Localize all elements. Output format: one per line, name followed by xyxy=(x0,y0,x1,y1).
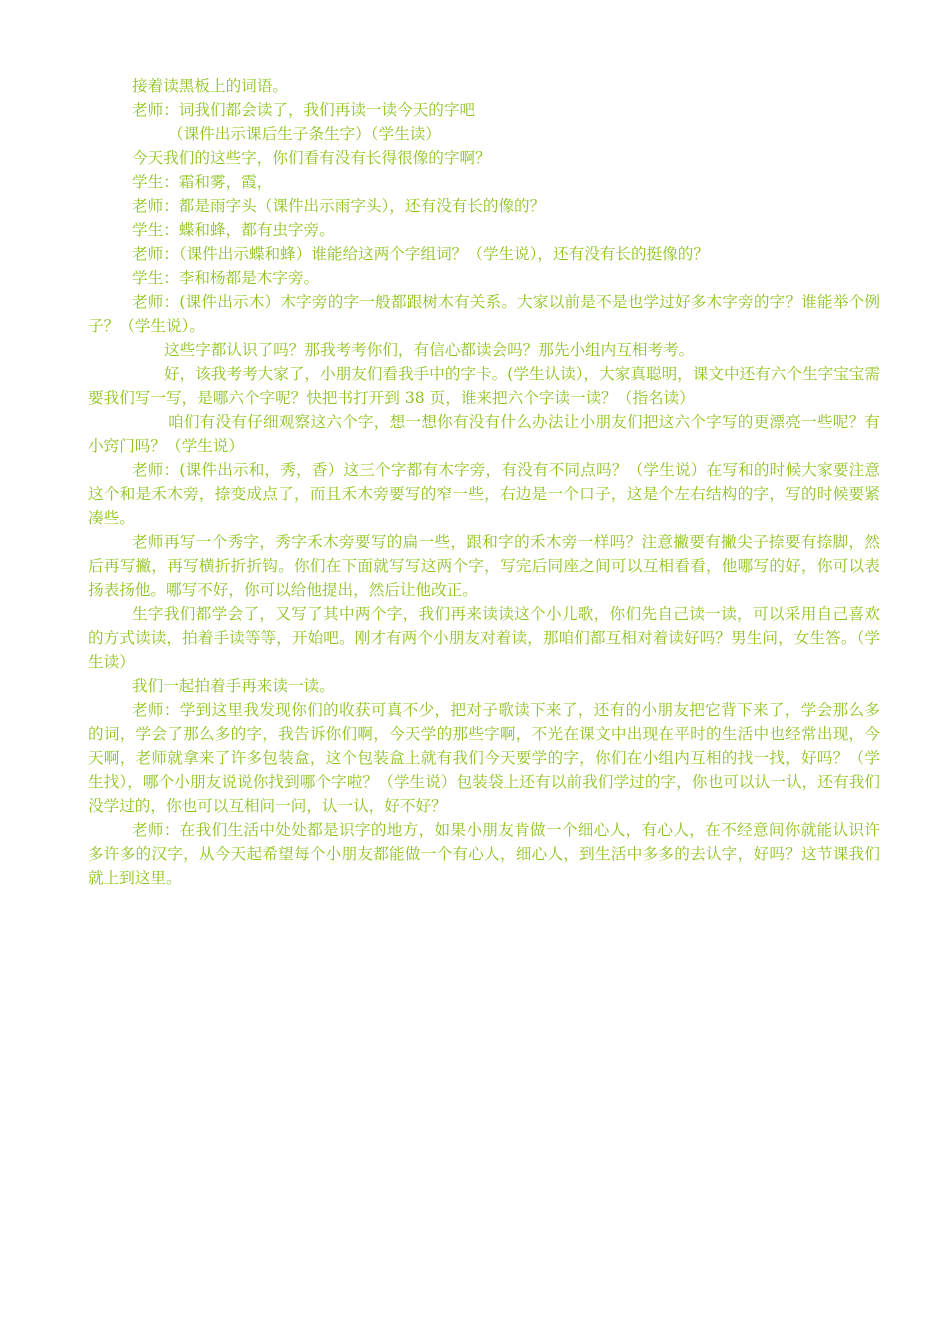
paragraph: 我们一起拍着手再来读一读。 xyxy=(132,677,335,695)
paragraph: 老师：(课件出示和，秀，香）这三个字都有木字旁，有没有不同点吗？（学生说）在写和的时候大家要注意这个和是禾木旁，捺变成点了，而且禾木旁要写的窄一些，右边是一个口子，这是个左右结构的字，写的时候要紧凑些。 xyxy=(88,461,880,527)
paragraph: 学生：霜和雾，霞， xyxy=(132,173,273,191)
paragraph: 老师：词我们都会读了，我们再读一读今天的字吧 xyxy=(132,101,476,119)
paragraph: 学生：李和杨都是木字旁。 xyxy=(132,269,320,287)
paragraph: 这些字都认识了吗？那我考考你们，有信心都读会吗？那先小组内互相考考。 xyxy=(164,341,695,359)
paragraph: 老师：(课件出示木）木字旁的字一般都跟树木有关系。大家以前是不是也学过好多木字旁的字？谁能举个例子？（学生说）。 xyxy=(88,293,880,335)
paragraph: 学生：蝶和蜂，都有虫字旁。 xyxy=(132,221,335,239)
paragraph: 老师再写一个秀字，秀字禾木旁要写的扁一些，跟和字的禾木旁一样吗？注意撇要有撇尖子捺要有捺脚，然后再写撇，再写横折折折钩。你们在下面就写写这两个字，写完后同座之间可以互相看看，他哪写的好，你可以表扬表扬他。哪写不好，你可以给他提出，然后让他改正。 xyxy=(88,533,880,599)
paragraph: 接着读黑板上的词语。 xyxy=(132,77,288,95)
paragraph: 生字我们都学会了，又写了其中两个字，我们再来读读这个小儿歌，你们先自己读一读，可以采用自己喜欢的方式读读，拍着手读等等，开始吧。刚才有两个小朋友对着读，那咱们都互相对着读好吗？男生问，女生答。（学生读） xyxy=(88,605,880,671)
document-page xyxy=(88,74,880,890)
paragraph: 好，该我考考大家了，小朋友们看我手中的字卡。(学生认读），大家真聪明，课文中还有六个生字宝宝需要我们写一写，是哪六个字呢？快把书打开到 38 页，谁来把六个字读一读？（指名读） xyxy=(88,365,880,407)
paragraph: 老师：都是雨字头（课件出示雨字头），还有没有长的像的？ xyxy=(132,197,546,215)
paragraph: 咱们有没有仔细观察这六个字，想一想你有没有什么办法让小朋友们把这六个字写的更漂亮一些呢？有小窍门吗？（学生说） xyxy=(88,413,880,455)
paragraph: 老师：在我们生活中处处都是识字的地方，如果小朋友肯做一个细心人，有心人，在不经意间你就能认识许多许多的汉字，从今天起希望每个小朋友都能做一个有心人，细心人，到生活中多多的去认字，好吗？这节课我们就上到这里。 xyxy=(88,821,880,887)
paragraph: （课件出示课后生子条生字）（学生读） xyxy=(168,125,441,143)
paragraph: 老师：（课件出示蝶和蜂）谁能给这两个字组词？（学生说），还有没有长的挺像的？ xyxy=(132,245,709,263)
paragraph: 今天我们的这些字，你们看有没有长得很像的字啊？ xyxy=(132,149,491,167)
paragraph: 老师：学到这里我发现你们的收获可真不少，把对子歌读下来了，还有的小朋友把它背下来了，学会那么多的词，学会了那么多的字，我告诉你们啊，今天学的那些字啊，不光在课文中出现在平时的生活中也经常出现，今天啊，老师就拿来了许多包装盒，这个包装盒上就有我们今天要学的字，你们在小组内互相的找一找，好吗？（学生找），哪个小朋友说说你找到哪个字啦？（学生说）包装袋上还有以前我们学过的字，你也可以认一认，还有我们没学过的，你也可以互相问一问，认一认，好不好？ xyxy=(88,701,880,815)
